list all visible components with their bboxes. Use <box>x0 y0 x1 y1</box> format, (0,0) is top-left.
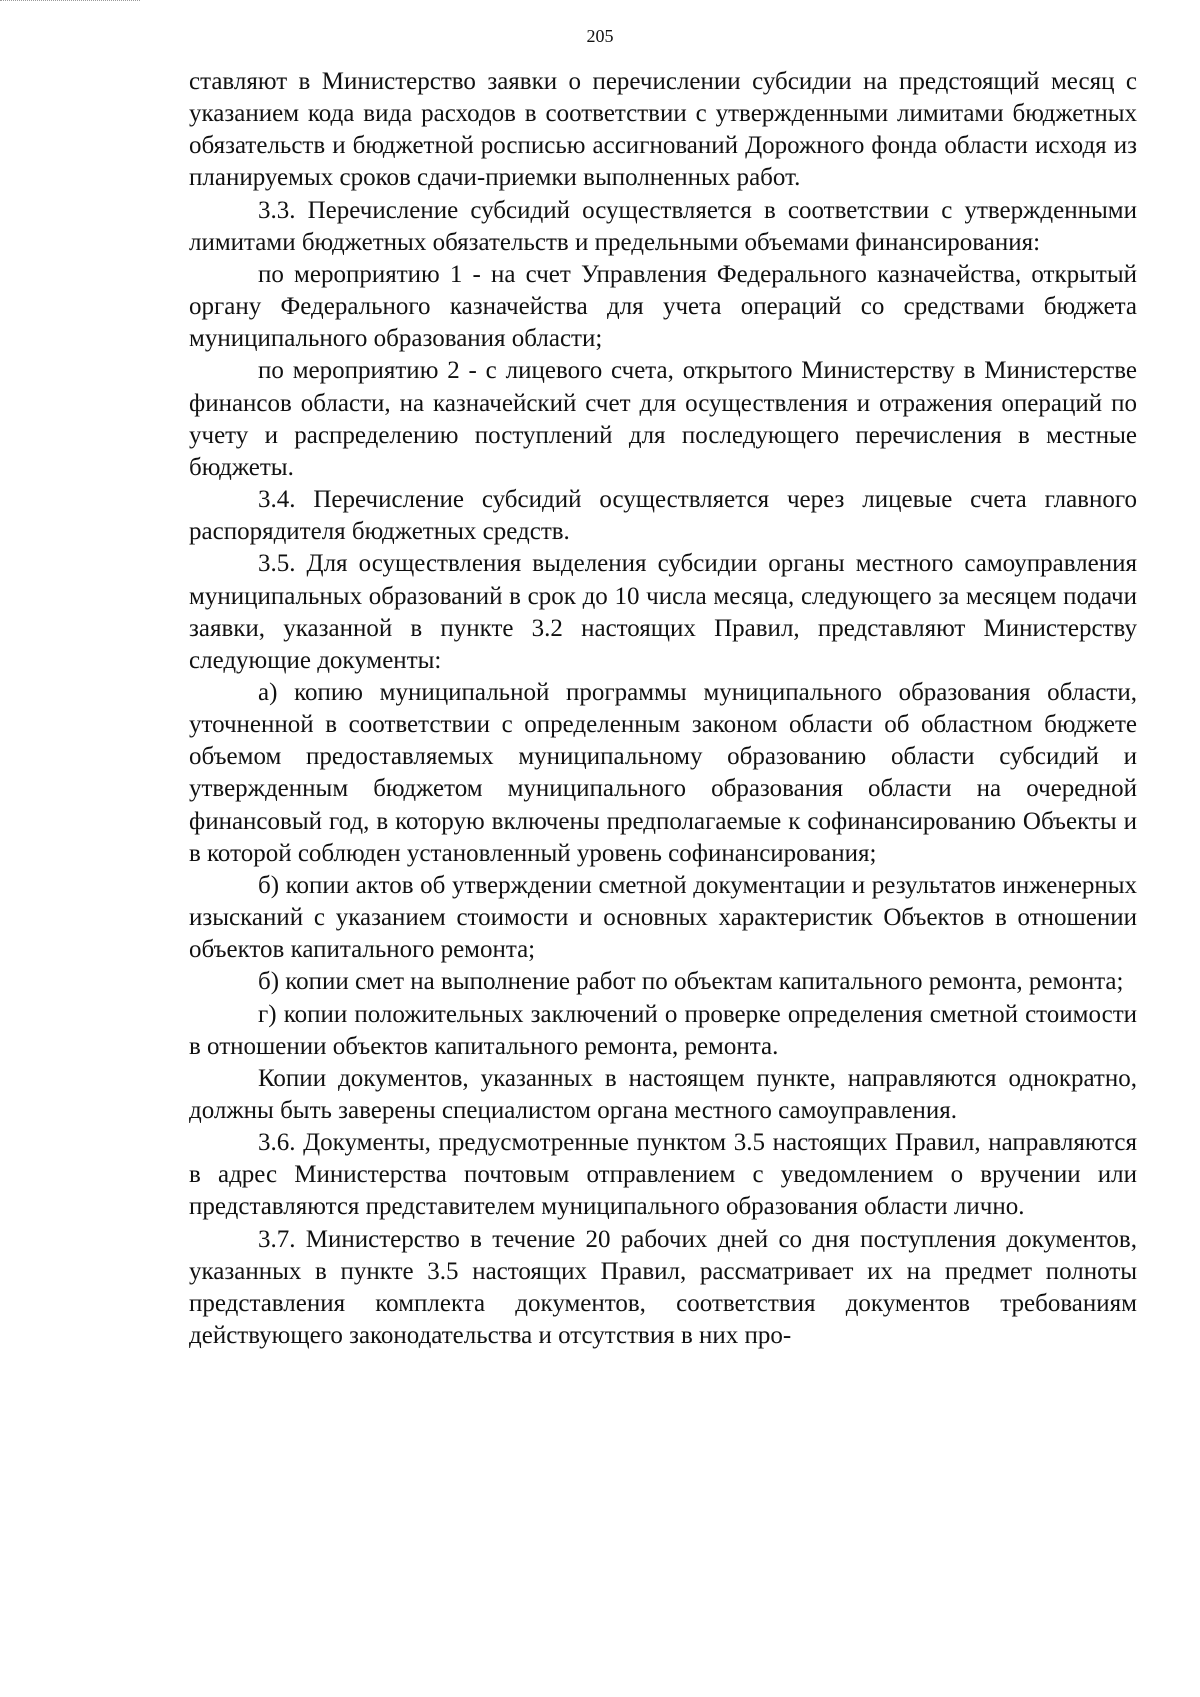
paragraph-copies: Копии документов, указанных в настоящем пункте, направляются однократно, должны быть заверены специалистом органа местного самоуправления. <box>189 1064 1137 1124</box>
paragraph-measure-1: по мероприятию 1 - на счет Управления Федерального казначейства, открытый органу Федерального казначейства для учета операций со средствами бюджета муниципального образования области; <box>189 260 1137 353</box>
page-number: 205 <box>586 26 614 46</box>
paragraph-3-4: 3.4. Перечисление субсидий осуществляется через лицевые счета главного распорядителя бюджетных средств. <box>189 486 1137 546</box>
paragraph-continuation: ставляют в Министерство заявки о перечислении субсидии на предстоящий месяц с указанием кода вида расходов в соответствии с утвержденными лимитами бюджетных обязательств и бюджетной росписью ассигнований Дорожного фонда области исходя из планируемых сроков сдачи-приемки выполненных работ. <box>189 68 1137 192</box>
paragraph-3-7: 3.7. Министерство в течение 20 рабочих дней со дня поступления документов, указанных в пункте 3.5 настоящих Правил, рассматривает их на предмет полноты представления комплекта документов, соответствия документов требованиям действующего законодательства и отсутствия в них про- <box>189 1225 1137 1350</box>
paragraph-3-6: 3.6. Документы, предусмотренные пунктом 3.5 настоящих Правил, направляются в адрес Министерства почтовым отправлением с уведомлением о вручении или представляются представителем муниципального образования области лично. <box>189 1129 1137 1221</box>
paragraph-3-5: 3.5. Для осуществления выделения субсидии органы местного самоуправления муниципальных образований в срок до 10 числа месяца, следующего за месяцем подачи заявки, указанной в пункте 3.2 настоящих Правил, представляют Министерству следующие документы: <box>189 550 1137 674</box>
paragraph-measure-2: по мероприятию 2 - с лицевого счета, открытого Министерству в Министерстве финансов области, на казначейский счет для осуществления и отражения операций по учету и распределению поступлений для последующего перечисления в местные бюджеты. <box>189 357 1137 481</box>
paragraph-3-3: 3.3. Перечисление субсидий осуществляется в соответствии с утвержденными лимитами бюджетных обязательств и предельными объемами финансирования: <box>189 196 1137 256</box>
scan-artifact <box>0 0 140 4</box>
paragraph-3-5-b: б) копии актов об утверждении сметной документации и результатов инженерных изысканий с указанием стоимости и основных характеристик Объектов в отношении объектов капитального ремонта; <box>189 871 1137 964</box>
document-body <box>189 66 1137 1352</box>
paragraph-3-5-b2: б) копии смет на выполнение работ по объектам капитального ремонта, ремонта; <box>258 968 1124 996</box>
paragraph-3-5-g: г) копии положительных заключений о проверке определения сметной стоимости в отношении объектов капитального ремонта, ремонта. <box>189 1000 1137 1060</box>
paragraph-3-5-a: а) копию муниципальной программы муниципального образования области, уточненной в соответствии с определенным законом области об областном бюджете объемом предоставляемых муниципальному образованию области субсидий и утвержденным бюджетом муниципального образования области на очередной финансовый год, в которую включены предполагаемые к софинансированию Объекты и в которой соблюден установленный уровень софинансирования; <box>189 678 1137 867</box>
